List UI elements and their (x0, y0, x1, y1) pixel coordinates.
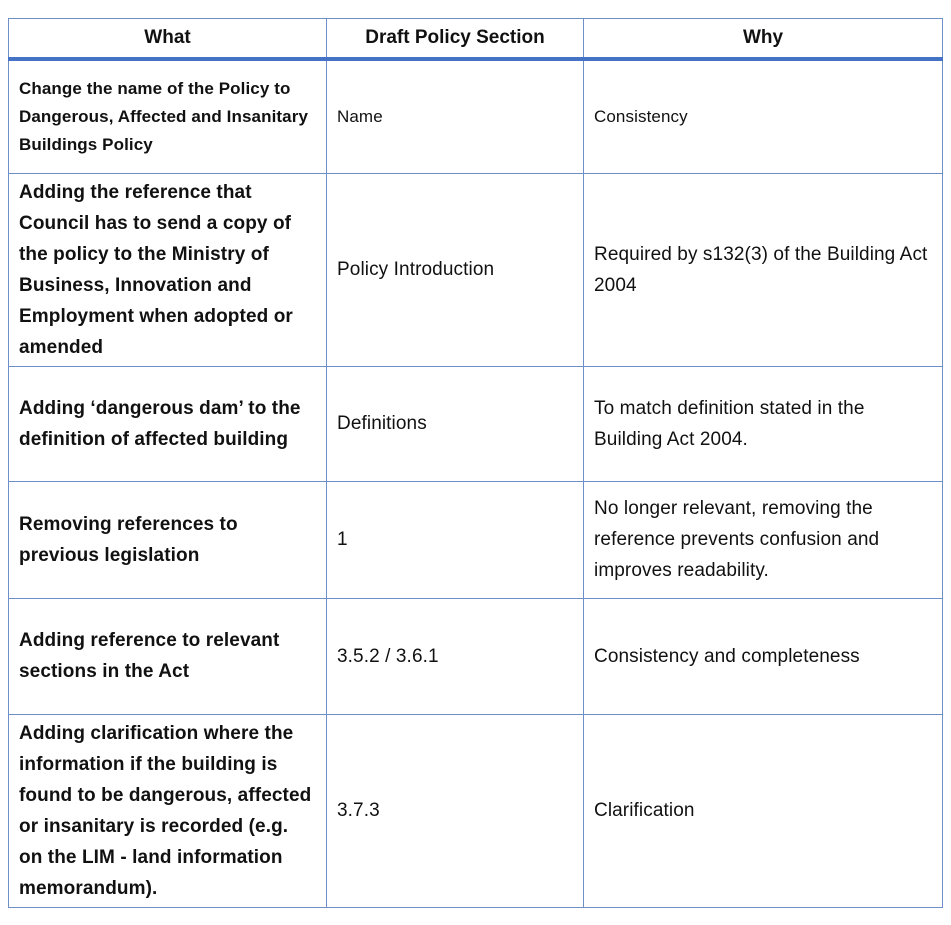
why-cell: To match definition stated in the Building Act 2004. (584, 366, 943, 481)
why-cell: Consistency (584, 59, 943, 173)
header-what: What (9, 19, 327, 60)
section-cell: 3.7.3 (327, 714, 584, 907)
table-row (9, 59, 943, 173)
section-cell: Name (327, 59, 584, 173)
section-cell: Policy Introduction (327, 173, 584, 366)
section-cell: 3.5.2 / 3.6.1 (327, 598, 584, 714)
why-cell: Required by s132(3) of the Building Act 2004 (584, 173, 943, 366)
what-cell: Adding the reference that Council has to send a copy of the policy to the Ministry of Business, Innovation and Employment when adopted or amended (9, 173, 327, 366)
table-row (9, 598, 943, 714)
what-cell: Adding ‘dangerous dam’ to the definition of affected building (9, 366, 327, 481)
header-row (9, 19, 943, 60)
section-cell: Definitions (327, 366, 584, 481)
what-cell: Adding clarification where the information if the building is found to be dangerous, affected or insanitary is recorded (e.g. on the LIM - land information memorandum). (9, 714, 327, 907)
header-why: Why (584, 19, 943, 60)
table-row (9, 481, 943, 598)
what-cell: Adding reference to relevant sections in the Act (9, 598, 327, 714)
why-cell: Consistency and completeness (584, 598, 943, 714)
header-draft-policy-section: Draft Policy Section (327, 19, 584, 60)
table-row (9, 366, 943, 481)
what-cell: Change the name of the Policy to Dangerous, Affected and Insanitary Buildings Policy (9, 59, 327, 173)
why-cell: Clarification (584, 714, 943, 907)
what-cell: Removing references to previous legislation (9, 481, 327, 598)
policy-changes-table (8, 18, 943, 908)
section-cell: 1 (327, 481, 584, 598)
table-row (9, 714, 943, 907)
table-header (9, 19, 943, 60)
table-row (9, 173, 943, 366)
why-cell: No longer relevant, removing the reference prevents confusion and improves readability. (584, 481, 943, 598)
table-body (9, 59, 943, 907)
